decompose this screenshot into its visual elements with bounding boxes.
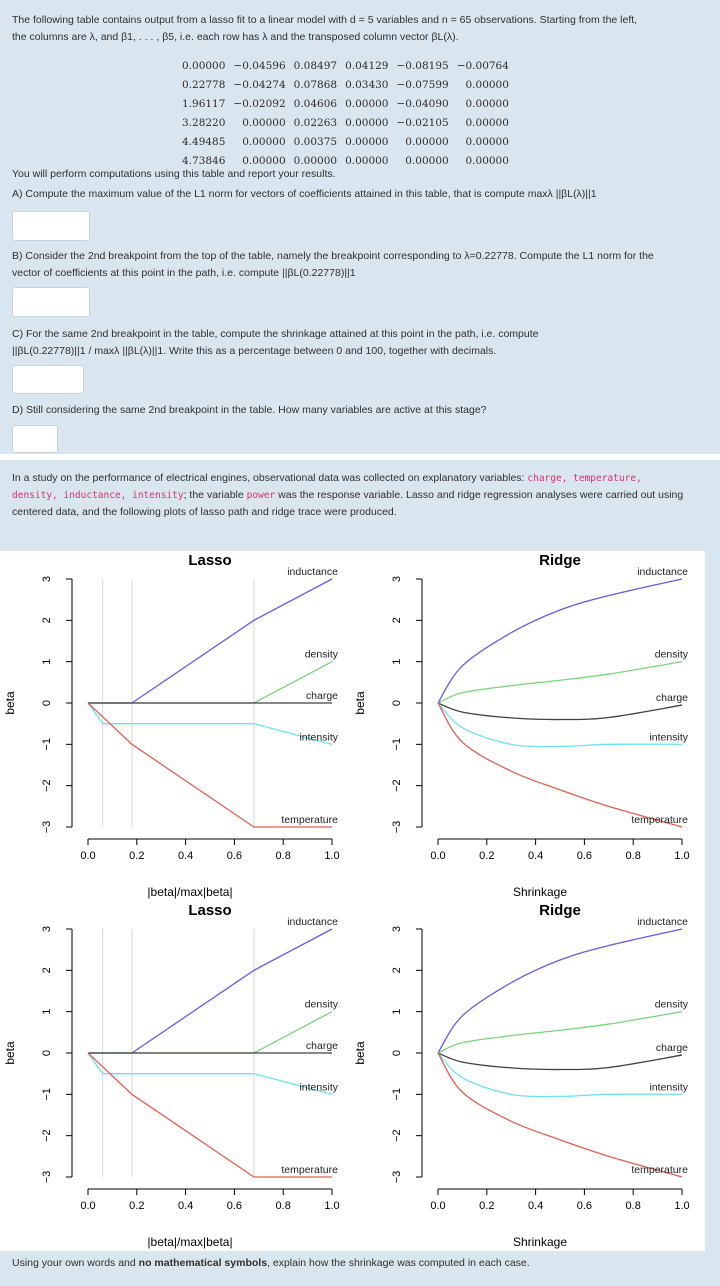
table-cell: 0.04129	[345, 59, 389, 72]
y-tick-label: 3	[391, 575, 403, 583]
y-tick-label: −3	[41, 820, 53, 834]
table-cell: 0.00000	[465, 116, 509, 129]
y-tick-label: −2	[391, 1129, 403, 1142]
y-tick-label: −1	[41, 738, 53, 751]
temperature-series-line	[88, 1053, 332, 1177]
y-tick-label: 2	[391, 617, 403, 624]
table-cell: 0.00000	[405, 135, 449, 148]
table-cell: −0.02105	[396, 116, 449, 129]
table-cell: 4.73846	[182, 154, 226, 167]
y-axis-label: beta	[3, 1041, 17, 1065]
density-series-line	[438, 1012, 682, 1053]
table-cell: 0.00000	[242, 154, 286, 167]
plots-figure	[0, 551, 705, 1251]
table-cell: 0.00000	[242, 116, 286, 129]
lasso-plot-title: Lasso	[188, 902, 232, 919]
instruction-text: You will perform computations using this table and report your results.	[12, 168, 336, 180]
density-label: density	[654, 998, 688, 1011]
table-cell: 0.00000	[345, 116, 389, 129]
table-cell: 1.96117	[182, 97, 226, 110]
plots-area	[0, 551, 705, 1251]
density-label: density	[654, 648, 688, 661]
charge-label: charge	[655, 1042, 688, 1055]
intro-post: was the response variable. Lasso and ridge regression analyses were carried out using	[275, 489, 684, 501]
x-tick-label: 1.0	[674, 1200, 690, 1212]
table-cell: 0.00000	[345, 97, 389, 110]
temperature-label: temperature	[281, 1164, 338, 1176]
table-cell: 0.07868	[293, 78, 338, 91]
x-tick-label: 0.0	[430, 1200, 446, 1212]
y-tick-label: −3	[391, 1170, 403, 1184]
table-cell: 0.00000	[465, 135, 509, 148]
inductance-series-line	[438, 929, 682, 1053]
answer-b-input[interactable]	[12, 287, 90, 317]
intro-pre: In a study on the performance of electrical engines, observational data was collected on explanatory variables:	[12, 472, 528, 484]
y-tick-label: −3	[391, 820, 403, 834]
table-cell: 0.00000	[405, 154, 449, 167]
question-b-line-2: vector of coefficients at this point in the path, i.e. compute ||βL(0.22778)||1	[12, 267, 356, 279]
charge-label: charge	[305, 690, 338, 702]
question-post: , explain how the shrinkage was computed in each case.	[267, 1257, 530, 1269]
question-a: A) Compute the maximum value of the L1 norm for vectors of coefficients attained in this table, that is compute maxλ ||βL(λ)||1	[12, 188, 597, 200]
x-tick-label: 0.4	[527, 850, 544, 862]
table-cell: −0.04090	[396, 97, 449, 110]
label-clip-mask	[691, 569, 700, 837]
variables-code-1: charge, temperature,	[527, 473, 642, 484]
x-tick-label: 0.2	[129, 850, 145, 862]
x-tick-label: 0.8	[625, 850, 641, 862]
y-tick-label: 0	[41, 1049, 53, 1057]
density-series-line	[438, 662, 682, 703]
y-tick-label: 2	[391, 967, 403, 974]
table-cell: 0.00000	[293, 154, 338, 167]
y-tick-label: 1	[391, 658, 403, 665]
table-cell: 0.03430	[345, 78, 389, 91]
inductance-series-line	[438, 579, 682, 703]
table-cell: 0.00000	[465, 97, 509, 110]
question-pre: Using your own words and	[12, 1257, 139, 1269]
y-tick-label: 1	[41, 1008, 53, 1015]
x-axis-label: |beta|/max|beta|	[147, 885, 233, 899]
intensity-series-line	[438, 1053, 682, 1097]
answer-c-input[interactable]	[12, 365, 84, 394]
charge-label: charge	[305, 1040, 338, 1052]
inductance-label: inductance	[287, 566, 338, 578]
y-tick-label: 3	[41, 575, 53, 583]
x-tick-label: 0.6	[226, 1200, 243, 1212]
temperature-label: temperature	[631, 1164, 688, 1176]
y-tick-label: 2	[41, 617, 53, 624]
x-tick-label: 1.0	[324, 1200, 340, 1212]
x-tick-label: 0.6	[226, 850, 243, 862]
y-tick-label: 3	[41, 925, 53, 933]
y-tick-label: −1	[391, 1088, 403, 1101]
y-tick-label: −2	[41, 1129, 53, 1142]
density-series-line	[88, 662, 332, 703]
x-tick-label: 0.4	[527, 1200, 544, 1212]
coefficient-table	[178, 56, 513, 170]
table-row	[178, 75, 513, 94]
label-clip-mask	[341, 919, 350, 1187]
question-bold: no mathematical symbols	[138, 1257, 268, 1269]
table-row	[178, 94, 513, 113]
table-row	[178, 56, 513, 75]
x-tick-label: 0.8	[275, 1200, 291, 1212]
intro-line-1: The following table contains output from a lasso fit to a linear model with d = 5 variables and n = 65 observations. Starting from the left,	[12, 14, 638, 26]
temperature-label: temperature	[281, 814, 338, 826]
inductance-label: inductance	[637, 916, 688, 928]
x-tick-label: 0.6	[576, 1200, 593, 1212]
table-cell: 0.00000	[465, 78, 509, 91]
answer-d-input[interactable]	[12, 425, 58, 453]
y-tick-label: 1	[41, 658, 53, 665]
x-axis-label: |beta|/max|beta|	[147, 1235, 233, 1249]
answer-a-input[interactable]	[12, 211, 90, 241]
intro-line-2: the columns are λ, and β1, . . . , β5, i.e. each row has λ and the transposed column vector βL(λ).	[12, 31, 459, 43]
y-axis-label: beta	[3, 691, 17, 715]
table-cell: −0.04274	[233, 78, 286, 91]
question-b-line-1: B) Consider the 2nd breakpoint from the top of the table, namely the breakpoint corresponding to λ=0.22778. Compute the L1 norm for the	[12, 250, 654, 262]
problem-2-intro-line-3: centered data, and the following plots of lasso path and ridge trace were produced.	[12, 506, 397, 518]
x-tick-label: 1.0	[324, 850, 340, 862]
x-tick-label: 0.4	[177, 850, 194, 862]
charge-series-line	[438, 1053, 682, 1070]
table-cell: 0.08497	[293, 59, 338, 72]
x-tick-label: 1.0	[674, 850, 690, 862]
table-cell: −0.07599	[396, 78, 449, 91]
table-row	[178, 132, 513, 151]
intensity-label: intensity	[299, 731, 338, 744]
y-tick-label: 0	[41, 699, 53, 707]
intensity-label: intensity	[649, 731, 688, 744]
variables-code-2: density, inductance, intensity	[12, 490, 184, 501]
y-tick-label: 3	[391, 925, 403, 933]
x-axis-label: Shrinkage	[512, 1235, 568, 1249]
table-cell: 3.28220	[182, 116, 226, 129]
table-row	[178, 113, 513, 132]
charge-series-line	[438, 703, 682, 720]
y-tick-label: 0	[391, 699, 403, 707]
table-cell: 0.00000	[182, 59, 226, 72]
question-c-line-2: ||βL(0.22778)||1 / maxλ ||βL(λ)||1. Write this as a percentage between 0 and 100, together with decimals.	[12, 345, 497, 357]
inductance-series-line	[88, 579, 332, 703]
x-tick-label: 0.0	[80, 1200, 96, 1212]
y-axis-label: beta	[353, 1041, 367, 1065]
inductance-label: inductance	[287, 916, 338, 928]
table-cell: 0.00000	[345, 154, 389, 167]
temperature-series-line	[438, 1053, 682, 1177]
x-tick-label: 0.0	[430, 850, 446, 862]
intensity-series-line	[438, 703, 682, 747]
question-d: D) Still considering the same 2nd breakpoint in the table. How many variables are active at this stage?	[12, 404, 487, 416]
y-tick-label: 0	[391, 1049, 403, 1057]
x-tick-label: 0.8	[625, 1200, 641, 1212]
table-cell: −0.04596	[233, 59, 286, 72]
problem-2-intro	[12, 470, 712, 487]
x-tick-label: 0.4	[177, 1200, 194, 1212]
x-tick-label: 0.8	[275, 850, 291, 862]
charge-label: charge	[655, 692, 688, 705]
y-tick-label: −2	[41, 779, 53, 792]
table-cell: 4.49485	[182, 135, 226, 148]
temperature-series-line	[88, 703, 332, 827]
table-cell: 0.00000	[242, 135, 286, 148]
x-tick-label: 0.2	[479, 1200, 495, 1212]
ridge-plot-title: Ridge	[539, 552, 581, 569]
inductance-label: inductance	[637, 566, 688, 578]
explain-question	[12, 1255, 530, 1271]
label-clip-mask	[341, 569, 350, 837]
intro-mid: ; the variable	[183, 489, 247, 501]
problem-1-panel	[0, 0, 720, 454]
density-label: density	[304, 998, 338, 1011]
table-cell: −0.00764	[456, 59, 509, 72]
density-label: density	[304, 648, 338, 661]
table-cell: 0.22778	[182, 78, 226, 91]
temperature-series-line	[438, 703, 682, 827]
table-cell: 0.00000	[465, 154, 509, 167]
y-tick-label: −2	[391, 779, 403, 792]
question-c-line-1: C) For the same 2nd breakpoint in the table, compute the shrinkage attained at this point in the path, i.e. compute	[12, 328, 539, 340]
y-tick-label: −3	[41, 1170, 53, 1184]
table-cell: −0.02092	[233, 97, 286, 110]
y-tick-label: −1	[391, 738, 403, 751]
table-cell: 0.04606	[293, 97, 338, 110]
intensity-label: intensity	[299, 1081, 338, 1094]
x-tick-label: 0.0	[80, 850, 96, 862]
table-cell: 0.00000	[345, 135, 389, 148]
response-code: power	[246, 490, 276, 501]
x-tick-label: 0.6	[576, 850, 593, 862]
density-series-line	[88, 1012, 332, 1053]
ridge-plot-title: Ridge	[539, 902, 581, 919]
table-cell: −0.08195	[396, 59, 449, 72]
table-cell: 0.00375	[293, 135, 338, 148]
label-clip-mask	[691, 919, 700, 1187]
y-tick-label: 1	[391, 1008, 403, 1015]
lasso-plot-title: Lasso	[188, 552, 232, 569]
y-axis-label: beta	[353, 691, 367, 715]
intensity-label: intensity	[649, 1081, 688, 1094]
x-axis-label: Shrinkage	[512, 885, 568, 899]
y-tick-label: −1	[41, 1088, 53, 1101]
y-tick-label: 2	[41, 967, 53, 974]
x-tick-label: 0.2	[479, 850, 495, 862]
table-cell: 0.02263	[293, 116, 338, 129]
x-tick-label: 0.2	[129, 1200, 145, 1212]
temperature-label: temperature	[631, 814, 688, 826]
inductance-series-line	[88, 929, 332, 1053]
problem-2-intro-line-2	[12, 487, 712, 504]
